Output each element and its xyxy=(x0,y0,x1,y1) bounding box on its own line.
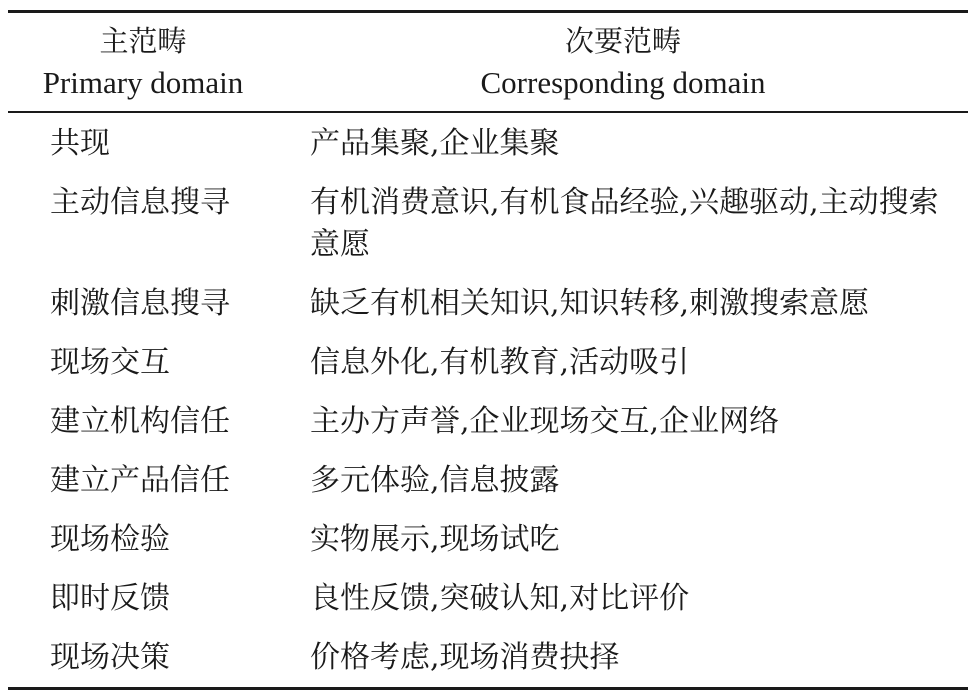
corresponding-cell: 多元体验,信息披露 xyxy=(310,463,560,498)
bottom-rule xyxy=(8,687,968,690)
table-row xyxy=(8,637,968,679)
table-header xyxy=(8,13,968,111)
corresponding-cell: 主办方声誉,企业现场交互,企业网络 xyxy=(310,404,780,439)
table-row xyxy=(8,519,968,561)
header-primary-domain xyxy=(8,13,278,111)
corresponding-cell: 缺乏有机相关知识,知识转移,刺激搜索意愿 xyxy=(310,286,870,321)
corresponding-cell: 产品集聚,企业集聚 xyxy=(310,126,560,161)
primary-cell: 现场决策 xyxy=(50,640,170,675)
primary-cell: 建立产品信任 xyxy=(50,463,230,498)
corresponding-cell: 价格考虑,现场消费抉择 xyxy=(310,640,620,675)
domain-table xyxy=(8,10,968,690)
header-corresponding-zh: 次要范畴 xyxy=(564,24,681,58)
corresponding-cell: 良性反馈,突破认知,对比评价 xyxy=(310,581,690,616)
primary-cell: 现场检验 xyxy=(50,522,170,557)
primary-cell: 共现 xyxy=(50,126,110,161)
table-row xyxy=(8,283,968,325)
table-row xyxy=(8,460,968,502)
primary-cell: 主动信息搜寻 xyxy=(50,185,230,220)
table-row xyxy=(8,401,968,443)
header-corresponding-domain xyxy=(278,13,968,111)
header-primary-zh: 主范畴 xyxy=(99,24,187,58)
corresponding-cell: 信息外化,有机教育,活动吸引 xyxy=(310,345,690,380)
table-row xyxy=(8,123,968,165)
corresponding-cell: 实物展示,现场试吃 xyxy=(310,522,560,557)
corresponding-cell: 有机消费意识,有机食品经验,兴趣驱动,主动搜索意愿 xyxy=(310,185,939,262)
primary-cell: 建立机构信任 xyxy=(50,404,230,439)
table-row xyxy=(8,182,968,266)
table-body xyxy=(8,113,968,687)
header-primary-en: Primary domain xyxy=(42,65,244,100)
primary-cell: 即时反馈 xyxy=(50,581,170,616)
primary-cell: 刺激信息搜寻 xyxy=(50,286,230,321)
table-row xyxy=(8,342,968,384)
header-corresponding-en: Corresponding domain xyxy=(480,65,766,100)
primary-cell: 现场交互 xyxy=(50,345,170,380)
table-row xyxy=(8,578,968,620)
